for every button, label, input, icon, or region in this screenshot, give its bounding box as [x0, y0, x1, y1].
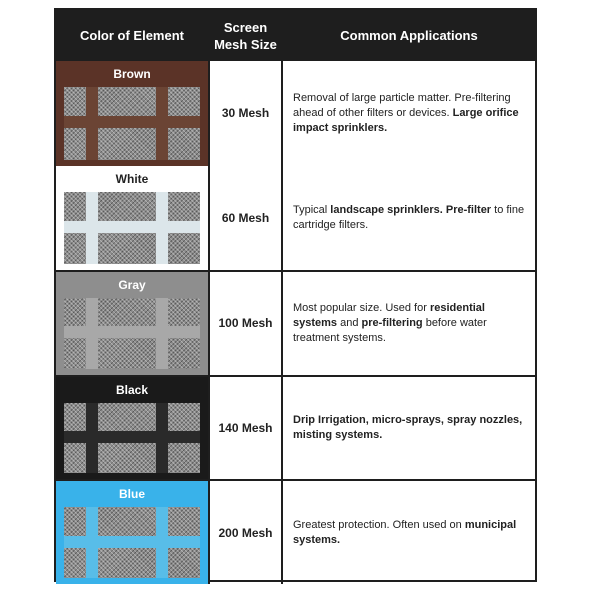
- mesh-size: 30 Mesh: [208, 61, 283, 166]
- mesh-size: 200 Mesh: [208, 481, 283, 584]
- mesh-size-table: [54, 8, 537, 582]
- color-swatch-black: [56, 377, 208, 480]
- color-name: Brown: [113, 67, 151, 81]
- screen-mesh-image: [64, 507, 200, 578]
- application-text: Drip Irrigation, micro-sprays, spray nozzles, misting systems.: [293, 414, 523, 442]
- color-swatch-white: [56, 166, 208, 271]
- table-row: [56, 166, 535, 271]
- application-text: Most popular size. Used for residential systems and pre-filtering before water treatment systems.: [293, 301, 487, 344]
- header-screen-line1: Screen: [223, 19, 268, 35]
- table-header: [56, 10, 535, 61]
- table-row: [56, 479, 535, 584]
- screen-mesh-image: [64, 403, 200, 474]
- mesh-size: 60 Mesh: [208, 166, 283, 271]
- screen-mesh-image: [64, 87, 200, 160]
- color-swatch-blue: [56, 481, 208, 584]
- mesh-size: 140 Mesh: [208, 377, 283, 480]
- color-swatch-brown: [56, 61, 208, 166]
- header-color-of-element: Color of Element: [79, 28, 184, 43]
- application-text: Greatest protection. Often used on municipal systems.: [293, 518, 517, 546]
- color-swatch-gray: [56, 272, 208, 375]
- header-screen-mesh-size: [208, 10, 283, 61]
- color-name: Blue: [118, 487, 145, 502]
- mesh-size: 100 Mesh: [208, 272, 283, 375]
- table-row: [56, 270, 535, 375]
- color-name: Black: [115, 382, 149, 397]
- table-row: [56, 61, 535, 166]
- screen-mesh-image: [64, 298, 200, 369]
- color-name: White: [115, 171, 149, 186]
- application-text: Typical landscape sprinklers. Pre-filter to fine cartridge filters.: [293, 203, 525, 231]
- screen-mesh-image: [64, 192, 200, 265]
- application-text: Removal of large particle matter. Pre-filtering ahead of other filters or devices. Large orifice impact sprinklers.: [293, 91, 519, 134]
- color-name: Gray: [118, 278, 146, 293]
- table-row: [56, 375, 535, 480]
- header-common-applications: Common Applications: [340, 28, 478, 43]
- header-screen-line2: Mesh Size: [214, 36, 277, 52]
